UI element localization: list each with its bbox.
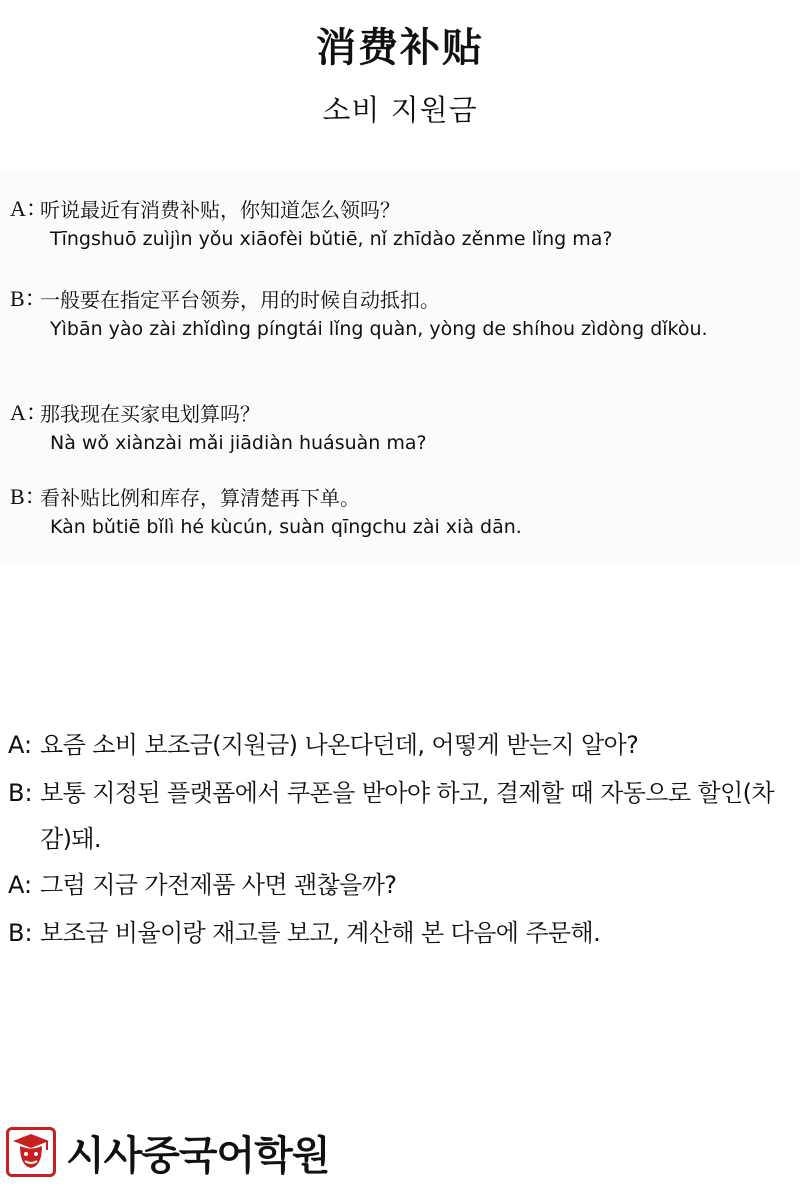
hanzi-text: 听说最近有消费补贴，你知道怎么领吗？ [40,198,400,222]
hanzi-text: 看补贴比例和库存，算清楚再下单。 [40,486,360,510]
chinese-dialogue [0,170,800,562]
scholar-mascot-icon [6,1127,56,1177]
translation-text: 그럼 지금 가전제품 사면 괜찮을까? [40,871,397,899]
translation-text: 보통 지정된 플랫폼에서 쿠폰을 받아야 하고, 결제할 때 자동으로 할인(차감)돼. [40,779,774,853]
pinyin-text: Yìbān yào zài zhǐdìng píngtái lǐng quàn, yòng de shíhou zìdòng dǐkòu. [50,318,708,340]
pinyin-text: Kàn bǔtiē bǐlì hé kùcún, suàn qīngchu zài xià dān. [50,516,522,538]
page-subtitle: 소비 지원금 [322,93,478,127]
speaker-label: A: [8,871,33,899]
pinyin-text: Nà wǒ xiànzài mǎi jiādiàn huásuàn ma? [50,432,427,454]
translation-line [8,722,796,768]
hanzi-text: 那我现在买家电划算吗？ [40,402,260,426]
title-block [0,0,800,160]
hanzi-text: 一般要在指定平台领券，用的时候自动抵扣。 [40,288,440,312]
academy-name: 시사중국어학원 [66,1132,330,1179]
academy-logo [6,1124,329,1180]
translation-text: 보조금 비율이랑 재고를 보고, 계산해 본 다음에 주문해. [40,919,601,947]
translation-line [8,910,796,956]
speaker-label: A： [10,400,48,425]
translation-line [8,770,796,862]
speaker-label: B: [8,779,33,807]
translation-line [8,862,796,908]
speaker-label: B: [8,919,33,947]
translation-text: 요즘 소비 보조금(지원금) 나온다던데, 어떻게 받는지 알아? [40,731,639,759]
speaker-label: B： [10,286,47,311]
pinyin-text: Tīngshuō zuìjìn yǒu xiāofèi bǔtiē, nǐ zhīdào zěnme lǐng ma? [50,228,613,250]
speaker-label: A： [10,196,48,221]
speaker-label: A: [8,731,33,759]
page-title: 消费补贴 [316,24,484,71]
speaker-label: B： [10,484,47,509]
